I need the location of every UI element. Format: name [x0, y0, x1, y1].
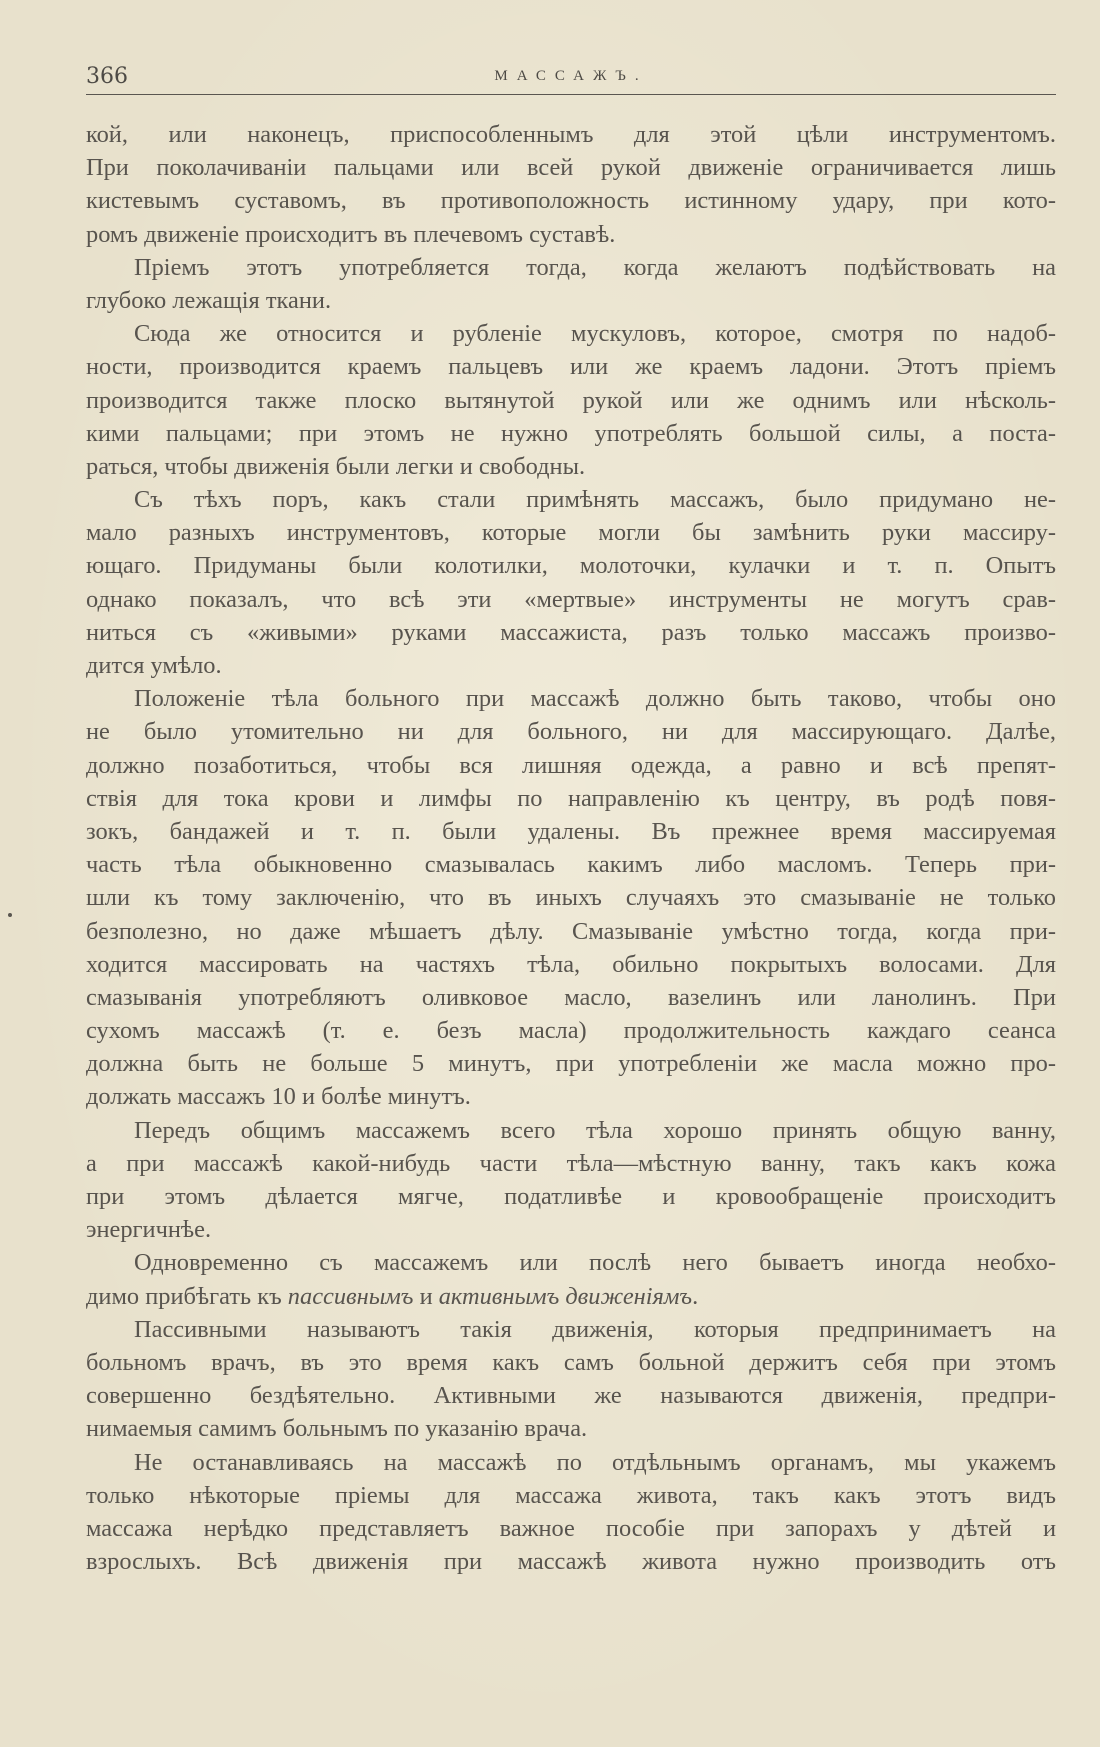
text-line: кой, или наконецъ, приспособленнымъ для этой цѣли инструментомъ. [86, 121, 1056, 148]
text-line: должать массажъ 10 и болѣе минутъ. [86, 1083, 471, 1111]
text-line: сухомъ массажѣ (т. е. безъ масла) продолжительность каждаго сеанса [86, 1017, 1056, 1045]
text-line: нимаемыя самимъ больнымъ по указанію врача. [86, 1415, 588, 1443]
text-line: должно позаботиться, чтобы вся лишняя одежда, а равно и всѣ препят- [86, 751, 1056, 779]
text-line: дится умѣло. [86, 652, 222, 679]
page-header [86, 58, 1056, 95]
text-line: только нѣкоторые пріемы для массажа живота, такъ какъ этотъ видъ [86, 1481, 1056, 1509]
running-title: МАССАЖЪ. [494, 68, 648, 84]
text-line: Сюда же относится и рубленіе мускуловъ, которое, смотря по надоб- [134, 320, 1056, 348]
text-line: ности, производится краемъ пальцевъ или же краемъ ладони. Этотъ пріемъ [86, 353, 1056, 381]
text-line: производится также плоско вытянутой рукой или же однимъ или нѣсколь- [86, 386, 1056, 414]
text-line: раться, чтобы движенія были легки и свободны. [86, 452, 586, 480]
text-line: шли къ тому заключенію, что въ иныхъ случаяхъ это смазываніе не только [86, 884, 1056, 912]
text-line: не было утомительно ни для больного, ни для массирующаго. Далѣе, [86, 718, 1056, 746]
text-line: безполезно, но даже мѣшаетъ дѣлу. Смазываніе умѣстно тогда, когда при- [86, 917, 1056, 945]
text-line: больномъ врачъ, въ это время какъ самъ больной держитъ себя при этомъ [86, 1348, 1056, 1376]
text-line: массажа нерѣдко представляетъ важное пособіе при запорахъ у дѣтей и [86, 1514, 1056, 1542]
text-line: Передъ общимъ массажемъ всего тѣла хорошо принять общую ванну, [134, 1116, 1056, 1144]
text-line: должна быть не больше 5 минутъ, при употребленіи же масла можно про- [86, 1050, 1056, 1078]
text-line: ствія для тока крови и лимфы по направленію къ центру, въ родѣ повя- [86, 784, 1056, 812]
text-line: совершенно бездѣятельно. Активными же называются движенія, предпри- [86, 1382, 1056, 1410]
text-line: зокъ, бандажей и т. п. были удалены. Въ прежнее время массируемая [86, 817, 1056, 845]
body-text [86, 118, 1056, 1578]
text-line: Положеніе тѣла больного при массажѣ должно быть таково, чтобы оно [134, 685, 1056, 713]
text-line: смазыванія употребляютъ оливковое масло, вазелинъ или ланолинъ. При [86, 983, 1056, 1011]
text-line: Одновременно съ массажемъ или послѣ него бываетъ иногда необхо- [134, 1249, 1056, 1277]
text-line: взрослыхъ. Всѣ движенія при массажѣ живота нужно производить отъ [86, 1548, 1056, 1576]
text-line: кими пальцами; при этомъ не нужно употреблять большой силы, а поста- [86, 419, 1056, 447]
text-line: мало разныхъ инструментовъ, которые могли бы замѣнить руки массиру- [86, 519, 1056, 547]
text-fragment: и [413, 1282, 439, 1310]
text-line: при этомъ дѣлается мягче, податливѣе и кровообращеніе происходитъ [86, 1183, 1056, 1210]
text-line: Съ тѣхъ поръ, какъ стали примѣнять массажъ, было придумано не- [134, 486, 1056, 514]
italic-term: активнымъ движеніямъ [438, 1282, 693, 1310]
text-line: энергичнѣе. [86, 1216, 212, 1244]
text-line: Пріемъ этотъ употребляется тогда, когда желаютъ подѣйствовать на [134, 253, 1056, 281]
margin-mark [8, 913, 12, 917]
text-line: глубоко лежащія ткани. [86, 286, 332, 314]
text-line: а при массажѣ какой-нибудь части тѣла—мѣстную ванну, такъ какъ кожа [86, 1149, 1056, 1177]
text-line: ниться съ «живыми» руками массажиста, разъ только массажъ произво- [86, 618, 1056, 646]
text-line: ромъ движеніе происходитъ въ плечевомъ суставѣ. [86, 220, 616, 248]
text-fragment: димо прибѣгать къ [86, 1282, 288, 1310]
text-line: ющаго. Придуманы были колотилки, молоточки, кулачки и т. п. Опытъ [86, 552, 1056, 580]
text-line: При поколачиваніи пальцами или всей рукой движеніе ограничивается лишь [86, 154, 1056, 182]
text-line: Не останавливаясь на массажѣ по отдѣльнымъ органамъ, мы укажемъ [134, 1448, 1056, 1476]
text-line: часть тѣла обыкновенно смазывалась какимъ либо масломъ. Теперь при- [86, 851, 1056, 879]
text-line: однако показалъ, что всѣ эти «мертвые» инструменты не могутъ срав- [86, 585, 1056, 613]
italic-term: пассивнымъ [287, 1282, 414, 1310]
text-line: кистевымъ суставомъ, въ противоположность истинному удару, при кото- [86, 187, 1056, 215]
text-line: ходится массировать на частяхъ тѣла, обильно покрытыхъ волосами. Для [86, 950, 1056, 978]
page-number: 366 [86, 64, 128, 89]
text-line [86, 1280, 1056, 1313]
text-fragment: . [692, 1282, 699, 1310]
text-line: Пассивными называютъ такія движенія, которыя предпринимаетъ на [134, 1315, 1056, 1343]
